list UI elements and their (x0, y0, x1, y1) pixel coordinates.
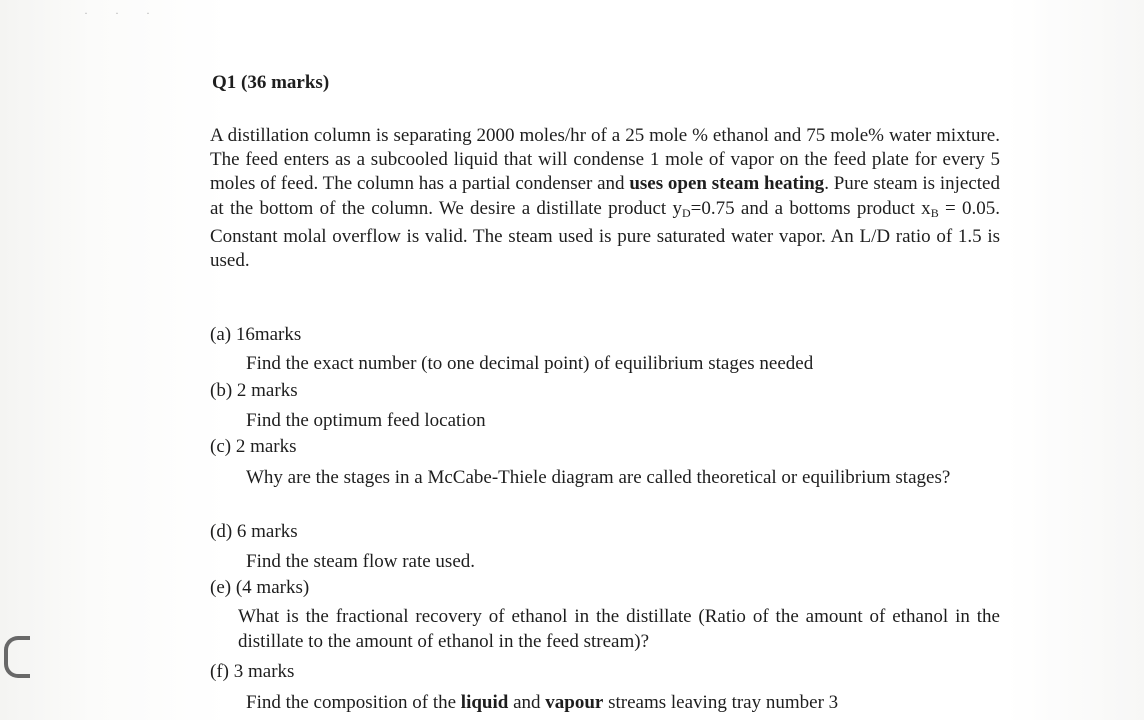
part-e-text: What is the fractional recovery of ethanol in the distillate (Ratio of the amount of ethanol in the distillate to the amount of ethanol in the feed stream)? (238, 606, 1000, 652)
question-intro: A distillation column is separating 2000 moles/hr of a 25 mole % ethanol and 75 mole% water mixture. The feed enters as a subcooled liquid that will condense 1 mole of vapor on the feed plate for every 5 moles of feed. The column has a partial condenser and uses open steam heating. Pure steam is injected at the bottom of the column. We desire a distillate product $y_D=0.75$ and a bottoms product $x_B = 0.05$. Constant molal overflow is valid. The steam used is pure saturated water vapor. An L/D ratio of 1.5 is used. (210, 125, 1000, 272)
bold-open-steam: uses open steam heating (629, 173, 825, 195)
scan-artifact: · · · (84, 6, 162, 20)
page-edge-artifact (4, 636, 30, 678)
question-title: Q1 (36 marks) (212, 72, 330, 93)
part-b-text: Find the optimum feed location (246, 410, 486, 431)
part-a-label: (a) 16marks (210, 324, 302, 345)
part-d-label: (d) 6 marks (210, 521, 298, 542)
part-c-label: (c) 2 marks (210, 436, 297, 457)
part-a-text: Find the exact number (to one decimal point) of equilibrium stages needed (246, 353, 814, 374)
part-e-label: (e) (4 marks) (210, 577, 310, 598)
part-b-label: (b) 2 marks (210, 380, 298, 401)
bold-vapour: vapour (545, 692, 604, 713)
part-f-label: (f) 3 marks (210, 661, 295, 682)
part-c-text: Why are the stages in a McCabe-Thiele diagram are called theoretical or equilibrium stages? (246, 467, 951, 488)
bold-liquid: liquid (460, 692, 509, 713)
part-f-text: Find the composition of the liquid and vapour streams leaving tray number 3 (246, 692, 839, 713)
part-d-text: Find the steam flow rate used. (246, 551, 476, 572)
